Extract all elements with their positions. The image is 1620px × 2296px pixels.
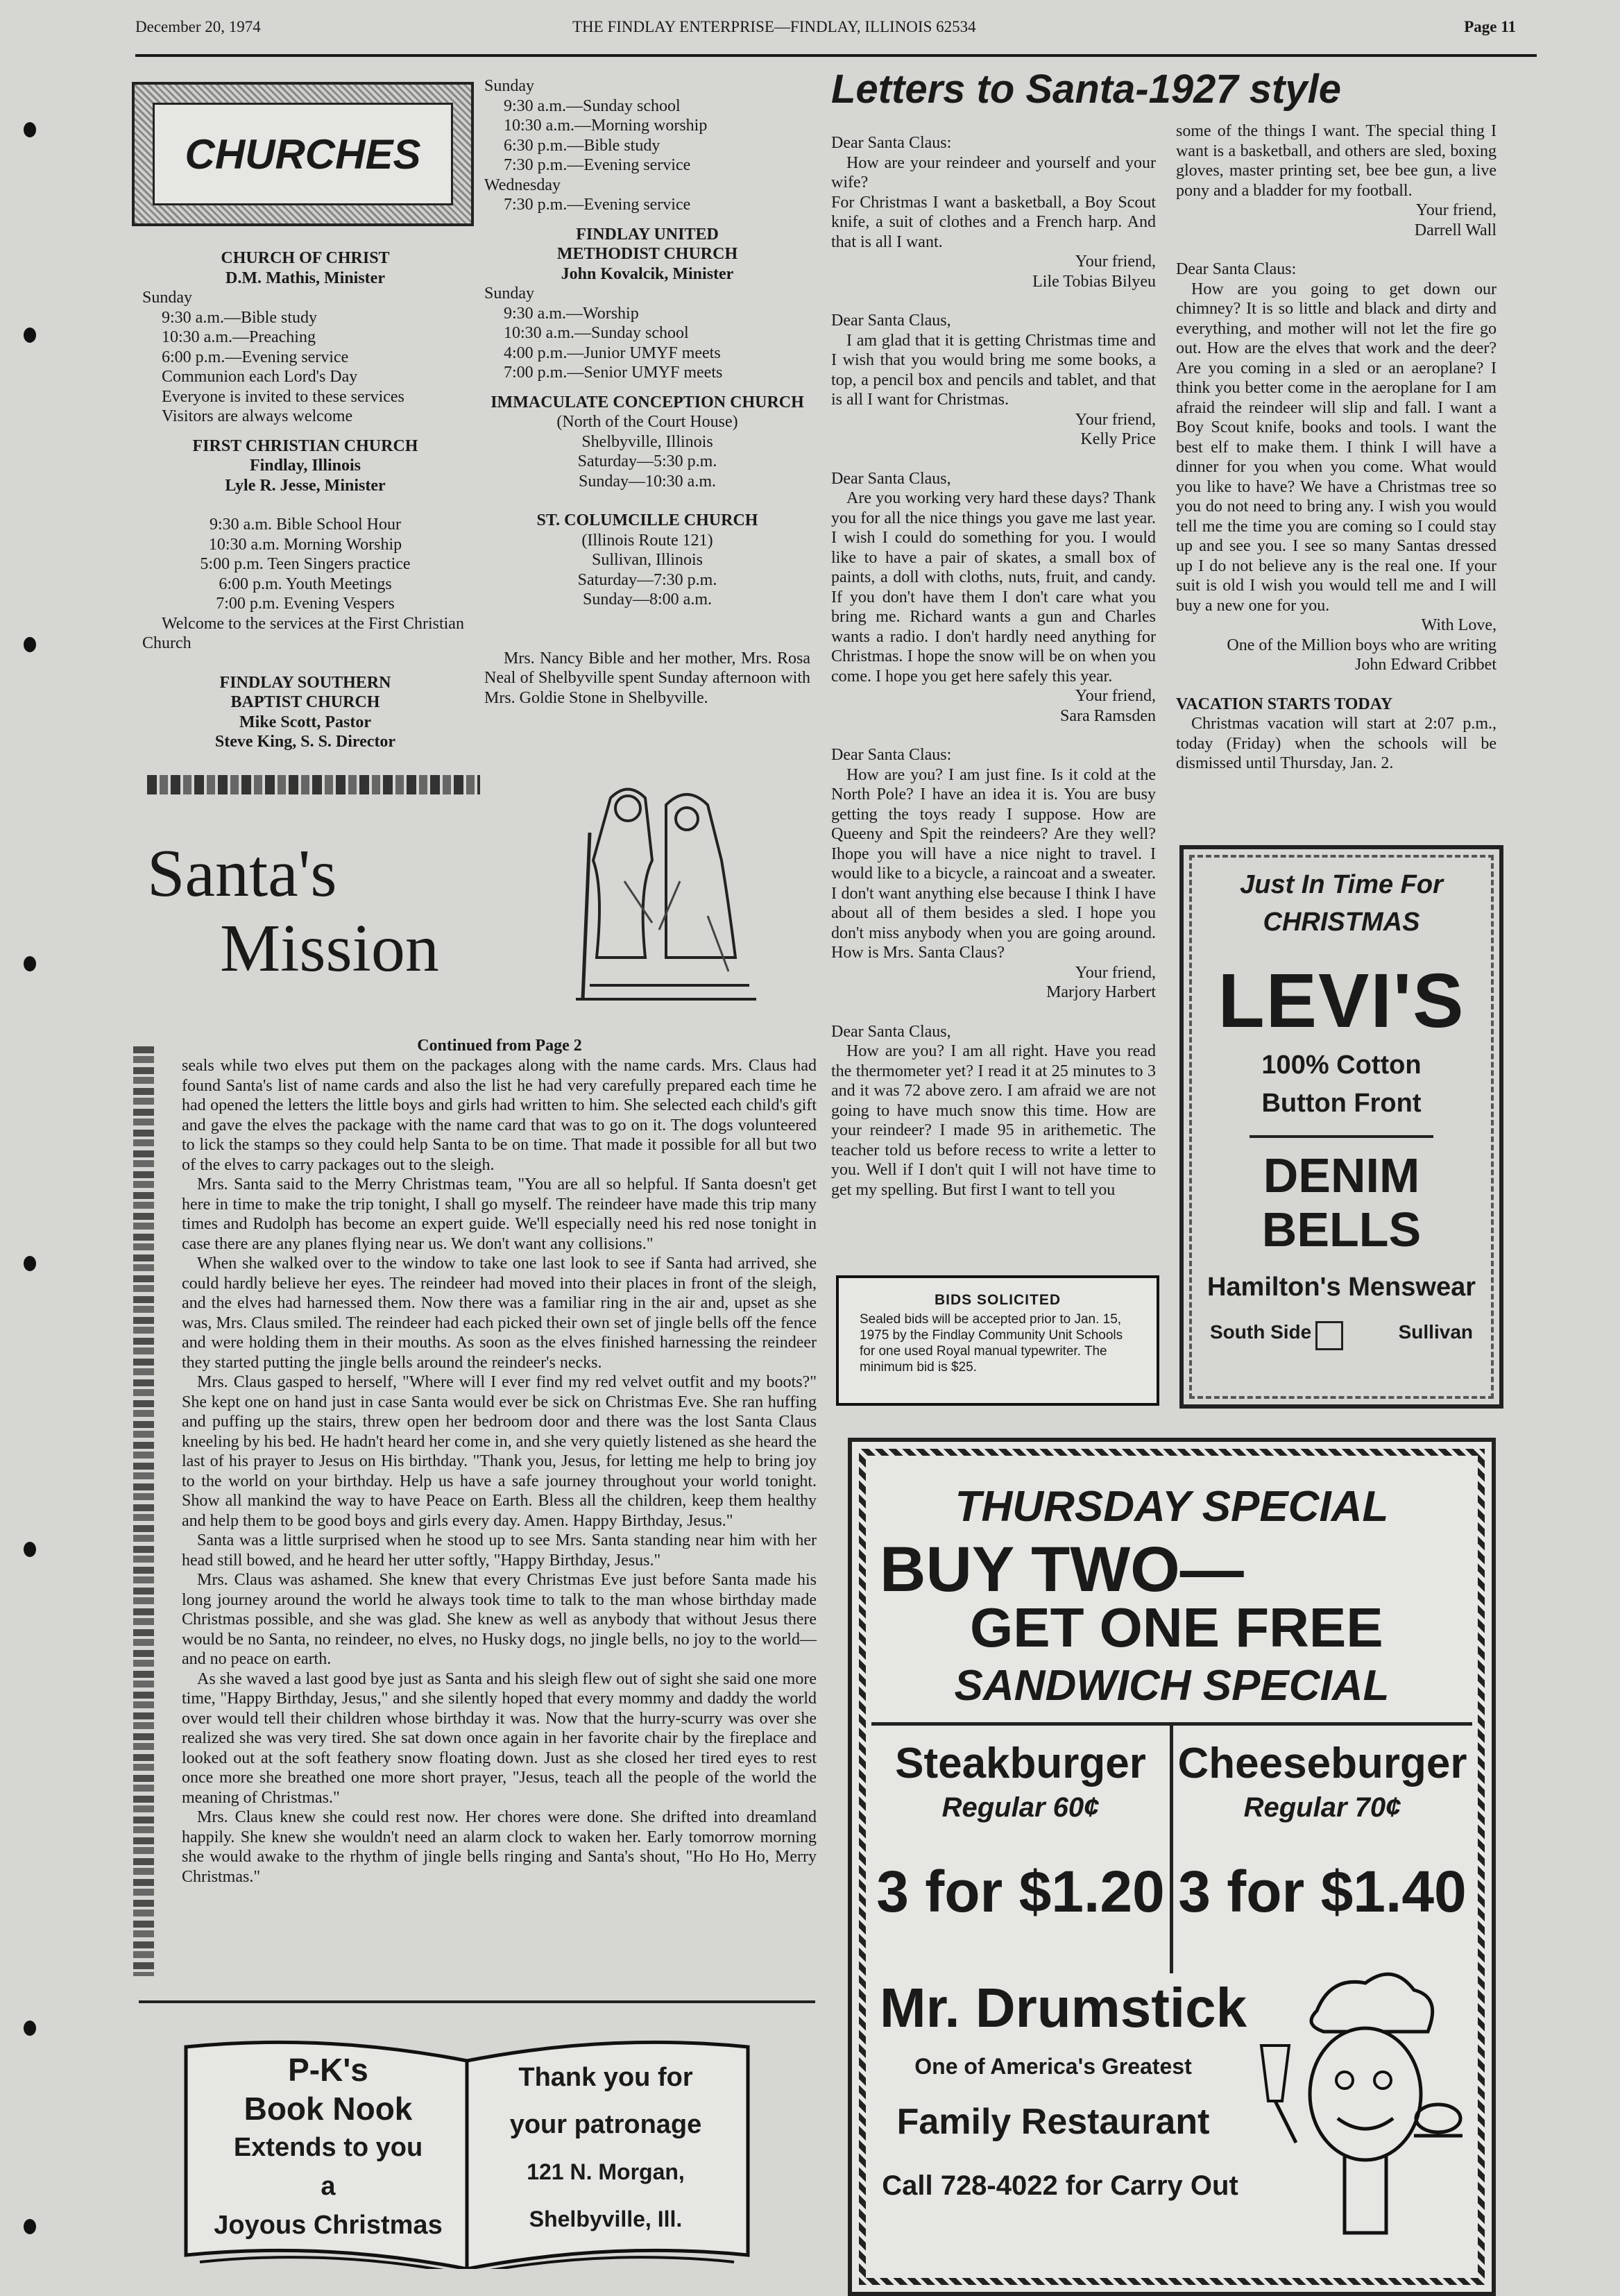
letter-body: How are you going to get down our chimney? It is so little and black and dirty and everything, and mother will not let the fire go out. How are the elves that work and the deer? Are you coming in a sled or an aeroplane? I think you better come in the aeroplane for I am afraid the reindeer will slip and fall. I want a Boy Scout knife, books and tools. I want the best elf to make them. I think I will have a dinner for you when you come. What would you like to have? We have a Christmas tree so you do not need to bring any. I wish you would tell me the time you are coming so I could stay up and see you. I see so many Santas dressed up I do not believe any is the real one. If your suit is old I wish you would tell me and I will buy a new one for you. [1176, 280, 1497, 615]
page-number: Page 11 [1464, 18, 1516, 35]
binder-hole [24, 956, 36, 971]
schedule-line: 10:30 a.m.—Sunday school [504, 324, 689, 342]
schedule-line: Saturday—7:30 p.m. [577, 570, 717, 589]
book-ad-left-line: a [321, 2172, 336, 2201]
churches-col-2 [484, 76, 810, 708]
letter-body: How are you? I am just fine. Is it cold at the North Pole? I have an idea it is. You are busy getting the toys ready I suppose. How are Queeny and Spit the reindeers? Are they well? Ihope you will have a nice night to travel. I would like to a bicycle, a raincoat and a sweater. I don't want anything else because I think I have about all of them besides a sled. I hope you don't miss anybody when you are going around. How is Mrs. Santa Claus? [831, 765, 1156, 962]
schedule-line: 7:30 p.m.—Evening service [504, 196, 691, 214]
letter-closing: Your friend, [1075, 253, 1156, 271]
book-ad-left-line: Extends to you [233, 2133, 423, 2162]
special-title: THURSDAY SPECIAL [955, 1483, 1389, 1531]
mr-drumstick-ad [848, 1438, 1496, 2296]
letter-salutation: Dear Santa Claus, [831, 1022, 951, 1041]
letter-signature: Darrell Wall [1414, 221, 1497, 239]
book-ad-left-line: P-K's [288, 2052, 368, 2088]
sandwich-special: SANDWICH SPECIAL [954, 1662, 1390, 1710]
holly-garland [147, 775, 480, 794]
binder-hole [24, 637, 36, 652]
levis-bells: BELLS [1261, 1202, 1422, 1257]
church-pastor: Mike Scott, Pastor [239, 713, 371, 731]
schedule-line: Visitors are always welcome [162, 407, 353, 425]
levis-line: Button Front [1261, 1089, 1422, 1118]
letter-body: How are you? I am all right. Have you read the thermometer yet? I read it at 25 minutes to 3 and it was 72 above zero. I am afraid we are not going to have much snow this time. How are your reindeer? I made 95 in arithemetic. The teacher told us before recess to write a letter to you. Well if I don't quit I will not have time to get my spelling. But first I want to tell you [831, 1042, 1156, 1199]
levis-brand: LEVI'S [1218, 958, 1465, 1044]
schedule-line: (Illinois Route 121) [581, 531, 713, 550]
levis-ad [1179, 845, 1503, 1409]
schedule-line: 7:00 p.m. Evening Vespers [216, 595, 395, 613]
schedule-line: Shelbyville, Illinois [581, 432, 713, 451]
letter-closing: Your friend, [1075, 963, 1156, 982]
book-ad-right-line: Shelbyville, Ill. [529, 2206, 683, 2231]
letter-signature: Sara Ramsden [1060, 706, 1156, 725]
masthead-rule [135, 54, 1537, 57]
binder-hole [24, 2219, 36, 2234]
letter-signature: Lile Tobias Bilyeu [1032, 272, 1156, 291]
churches-col-1 [142, 248, 468, 752]
bids-title: BIDS SOLICITED [934, 1292, 1061, 1308]
schedule-line: Sullivan, Illinois [591, 551, 703, 569]
churches-heading-box [132, 82, 474, 226]
church-name: METHODIST CHURCH [556, 245, 738, 263]
levis-divider [1250, 1135, 1433, 1138]
levis-denim: DENIM [1263, 1148, 1420, 1202]
buy-two: BUY TWO— [880, 1534, 1244, 1605]
church-minister: Lyle R. Jesse, Minister [225, 476, 386, 495]
schedule-line: Sunday [484, 77, 534, 95]
welcome-note: Welcome to the services at the First Christian Church [142, 614, 464, 652]
issue-date: December 20, 1974 [135, 18, 261, 35]
letter-body: Are you working very hard these days? Thank you for all the nice things you gave me last year. I wish I could do something for you. I would like to have a pair of skates, a small box of paints, a doll with cloths, nuts, fruit, and candy. If you don't have them I don't care what you bring me. Richard wants a gun and Charles wants a radio. I don't hardly need anything for Christmas. I hope the snow will be on when you come. I hope you get here safely this year. [831, 489, 1156, 686]
section-rule [139, 2000, 815, 2003]
vacation-title: VACATION STARTS TODAY [1176, 695, 1393, 713]
schedule-line: 9:30 a.m. Bible School Hour [210, 516, 401, 534]
church-minister: D.M. Mathis, Minister [225, 269, 385, 287]
schedule-line: Communion each Lord's Day [162, 368, 358, 386]
schedule-line: Sunday—10:30 a.m. [579, 472, 716, 491]
story-paragraph: seals while two elves put them on the packages along with the name cards. Mrs. Claus had found Santa's list of name cards and also the list he had very carefully prepared each time he had opened the letters the little boys and girls had written to him. She selected each child's gift and gave the elves the package with the name card that was to go on it. The dogs volunteered to lick the stamps so they could help Santa to be on time. That made it possible for all but two of the elves to carry packages out to the sleigh. [182, 1057, 817, 1174]
social-note: Mrs. Nancy Bible and her mother, Mrs. Rosa Neal of Shelbyville spent Sunday afternoon with Mrs. Goldie Stone in Shelbyville. [484, 649, 810, 707]
letter-closing: With Love, [1421, 616, 1497, 634]
santa-story-body [182, 1056, 817, 1887]
binder-hole [24, 1256, 36, 1271]
book-ad-right-line: 121 N. Morgan, [527, 2159, 685, 2184]
letters-headline: Letters to Santa-1927 style [831, 67, 1341, 112]
story-paragraph: Santa was a little surprised when he stood up to see Mrs. Santa standing near him with her head still bowed, and he heard her utter softly, "Happy Birthday, Jesus." [182, 1531, 817, 1570]
church-name: ST. COLUMCILLE CHURCH [536, 511, 758, 529]
church-name: FIRST CHRISTIAN CHURCH [192, 436, 418, 455]
schedule-line: 9:30 a.m.—Sunday school [504, 96, 681, 115]
letter-signature: Kelly Price [1080, 430, 1156, 448]
schedule-line: 6:00 p.m. Youth Meetings [219, 575, 392, 593]
letters-col-2 [1176, 121, 1497, 774]
letter-closing: Your friend, [1075, 410, 1156, 429]
holy-family-illustration [548, 777, 763, 1017]
schedule-line: Sunday [484, 284, 534, 303]
letter-body: some of the things I want. The special thing I want is a basketball, and others are sled, boxing gloves, master printing set, bee bee gun, a live pony and a bladder for my football. [1176, 122, 1497, 200]
book-nook-ad [179, 2033, 755, 2269]
levis-line: CHRISTMAS [1263, 908, 1420, 937]
schedule-line: Saturday—5:30 p.m. [577, 452, 717, 470]
letter-salutation: Dear Santa Claus: [1176, 260, 1297, 278]
story-title-line: Mission [220, 911, 439, 986]
letter-salutation: Dear Santa Claus: [831, 746, 952, 764]
letter-closing: Your friend, [1075, 687, 1156, 705]
bids-body: Sealed bids will be accepted prior to Jan. 15, 1975 by the Findlay Community Unit Schools for one used Royal manual typewriter. The minimum bid is $25. [860, 1312, 1123, 1375]
book-ad-right-line: Thank you for [518, 2063, 693, 2092]
levis-store: Hamilton's Menswear [1207, 1273, 1476, 1302]
schedule-line: 7:00 p.m.—Senior UMYF meets [504, 364, 723, 382]
book-ad-left-line: Joyous Christmas [214, 2211, 443, 2240]
story-title [147, 836, 439, 986]
bids-solicited-box [836, 1275, 1159, 1406]
book-ad-left-line: Book Nook [244, 2091, 413, 2127]
letter-body: I am glad that it is getting Christmas time and I wish that you would bring me some books, a top, a pencil box and pencils and tablet, and that is all I want for Christmas. [831, 331, 1156, 409]
vacation-body: Christmas vacation will start at 2:07 p.m., today (Friday) when the schools will be dismissed until Thursday, Jan. 2. [1176, 715, 1497, 772]
cheeseburger-item: Cheeseburger [1177, 1740, 1467, 1787]
steakburger-regular: Regular 60¢ [941, 1792, 1100, 1823]
binder-hole [24, 122, 36, 137]
steakburger-item: Steakburger [895, 1740, 1146, 1787]
schedule-line: 10:30 a.m.—Preaching [162, 328, 316, 346]
story-paragraph: Mrs. Claus gasped to herself, "Where will I ever find my red velvet outfit and my boots?" She kept one on hand just in case Santa would ever be sick on Christmas Eve. She ran huffing and puffing up the stairs, threw open her bedroom door and there was the lost Santa Claus kneeling by his bed. He hadn't heard her come in, and she very quietly listened as she heard the last of his prayer to Jesus on His birthday. "Thank you, Jesus, for letting me help to bring joy to the world on your birthday. Help us have a safe journey throughout your world tonight. Show all mankind the way to have Peace on Earth. Bless all the children, keep them healthy and help them to be good boys and girls every day. Amen. Happy Birthday, Jesus." [182, 1373, 817, 1530]
schedule-line: Wednesday [484, 176, 561, 194]
letters-col-1 [831, 133, 1156, 1200]
binder-hole [24, 1542, 36, 1557]
church-name: FINDLAY SOUTHERN [219, 673, 391, 692]
letter-salutation: Dear Santa Claus, [831, 312, 951, 330]
story-paragraph: Mrs. Claus was ashamed. She knew that every Christmas Eve just before Santa made his long journey around the world he always took time to talk to the man whose birthday made Christmas possible, and she was glad. She knew as well as anybody that without Jesus there would be no Santa, no reindeer, no elves, no Husky dogs, no jingle bells, no joy to the world—and no peace on earth. [182, 1571, 817, 1668]
letter-salutation: Dear Santa Claus, [831, 469, 951, 488]
binder-hole [24, 328, 36, 343]
steakburger-price: 3 for $1.20 [876, 1859, 1165, 1924]
schedule-line: 4:00 p.m.—Junior UMYF meets [504, 343, 721, 362]
levis-line: Just In Time For [1240, 870, 1443, 899]
schedule-line: 7:30 p.m.—Evening service [504, 156, 691, 174]
letter-signature: Marjory Harbert [1046, 983, 1156, 1001]
restaurant-tagline: One of America's Greatest [914, 2054, 1192, 2079]
story-paragraph: When she walked over to the window to take one last look to see if Santa had arrived, she could hardly believe her eyes. The reindeer had moved into their places in front of the sleigh, and the elves had harnessed them. Now there was a familiar ring in the air and, upset as she was, Mrs. Claus smiled. The reindeer had each picked their own set of jingle bells off the fence and were holding them in their mouths. As soon as the elves finished harnessing the reindeer they started putting the jingle bells around the reindeer's necks. [182, 1255, 817, 1372]
schedule-line: 6:30 p.m.—Bible study [504, 136, 660, 155]
levis-line: 100% Cotton [1261, 1051, 1422, 1080]
schedule-line: 5:00 p.m. Teen Singers practice [200, 555, 411, 573]
schedule-line: 9:30 a.m.—Bible study [162, 308, 317, 327]
restaurant-name: Mr. Drumstick [880, 1977, 1247, 2039]
story-paragraph: Mrs. Santa said to the Merry Christmas team, "You are all so helpful. If Santa doesn't get here in time to make the trip tonight, I shall go myself. The reindeer have made this trip many times and Rudolph has become an expert guide. We'll especially need his red nose tonight in case there are any planes flying near us. We don't want any collisions." [182, 1175, 817, 1253]
story-paragraph: As she waved a last good bye just as Santa and his sleigh flew out of sight she said one more time, "Happy Birthday, Jesus," and she silently hoped that every mommy and daddy the world over would tell their children whose birthday it was. Now that the hurry-scurry was over she realized she was very tired. She sat down once again in her favorite chair by the fireplace and looked out at the soft feathery snow floating down. Just as she closed her tired eyes to rest once more she breathed one more short prayer, "Jesus, teach all the people of the world the meaning of Christmas." [182, 1669, 817, 1807]
church-director: Steve King, S. S. Director [214, 733, 396, 751]
church-minister: John Kovalcik, Minister [561, 264, 734, 283]
binder-hole [24, 2021, 36, 2036]
drumstick-mascot-illustration [1240, 1969, 1463, 2247]
get-one-free: GET ONE FREE [970, 1597, 1383, 1658]
levis-logo-square [1315, 1321, 1343, 1350]
book-ad-right-line: your patronage [509, 2110, 702, 2139]
schedule-line: Sunday [142, 289, 192, 307]
masthead [135, 18, 1516, 42]
schedule-line: Sunday—8:00 a.m. [583, 590, 712, 609]
story-title-line: Santa's [147, 836, 337, 911]
continued-note: Continued from Page 2 [417, 1037, 582, 1055]
schedule-line: 9:30 a.m.—Worship [504, 304, 639, 323]
schedule-line: 10:30 a.m. Morning Worship [208, 535, 402, 554]
carry-out-phone: Call 728-4022 for Carry Out [882, 2170, 1238, 2201]
schedule-line: 6:00 p.m.—Evening service [162, 348, 349, 366]
letter-signature: One of the Million boys who are writing John Edward Cribbet [1227, 636, 1497, 674]
letter-body: How are your reindeer and yourself and your wife? For Christmas I want a basketball, a Boy Scout knife, a suit of clothes and a French harp. And that is all I want. [831, 153, 1156, 251]
church-name: FINDLAY UNITED [576, 225, 719, 244]
letter-closing: Your friend, [1415, 201, 1497, 219]
restaurant-family: Family Restaurant [896, 2102, 1210, 2142]
church-name: IMMACULATE CONCEPTION CHURCH [491, 393, 804, 411]
church-name: BAPTIST CHURCH [230, 693, 380, 711]
schedule-line: (North of the Court House) [556, 413, 738, 431]
schedule-line: Everyone is invited to these services [162, 387, 404, 406]
letter-salutation: Dear Santa Claus: [831, 134, 952, 152]
paper-name: THE FINDLAY ENTERPRISE—FINDLAY, ILLINOIS 62534 [572, 18, 976, 35]
schedule-line: 10:30 a.m.—Morning worship [504, 117, 708, 135]
story-paragraph: Mrs. Claus knew she could rest now. Her chores were done. She drifted into dreamland happily. She knew she wouldn't need an alarm clock to waken her. Early tomorrow morning she would awake to the rhythm of jingle bells ringing and Santa's shout, "Ho Ho Ho, Merry Christmas." [182, 1808, 817, 1886]
church-place: Findlay, Illinois [249, 457, 361, 475]
cheeseburger-regular: Regular 70¢ [1243, 1792, 1401, 1823]
cheeseburger-price: 3 for $1.40 [1178, 1859, 1467, 1924]
levis-location: South Side [1210, 1321, 1312, 1343]
church-name: CHURCH OF CHRIST [221, 249, 390, 267]
holly-border [133, 1046, 154, 1976]
churches-heading: CHURCHES [185, 130, 421, 178]
levis-location: Sullivan [1398, 1321, 1473, 1343]
